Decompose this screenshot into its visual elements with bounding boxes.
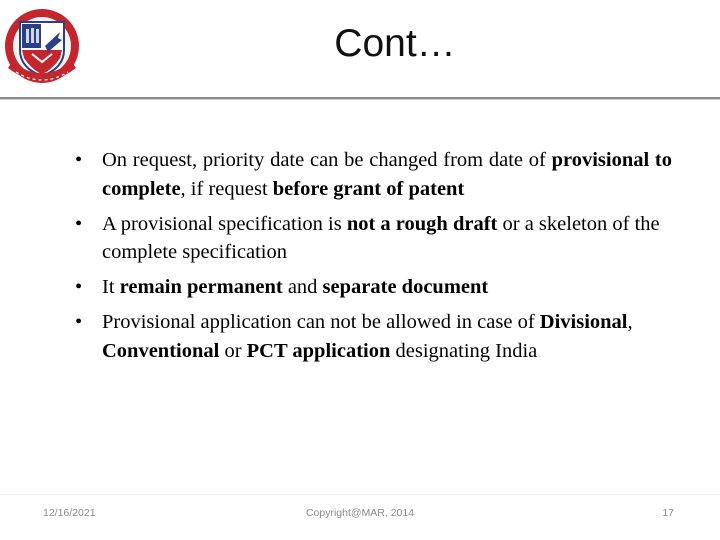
bullet-item — [75, 146, 672, 203]
bullet-marker: • — [75, 149, 83, 171]
bullet-text: and — [282, 276, 323, 298]
bullet-text: , if request — [180, 177, 273, 200]
bullet-text: A provisional specification is — [102, 212, 347, 235]
bullet-emphasis: remain permanent — [119, 276, 283, 298]
bullet-list — [75, 146, 672, 372]
bullet-marker: • — [75, 212, 83, 235]
bullet-text: Provisional application can not be allowed in case of — [102, 311, 540, 333]
bullet-marker: • — [75, 311, 83, 333]
footer-date: 12/16/2021 — [43, 507, 96, 519]
bullet-emphasis: not a rough draft — [346, 212, 498, 235]
bullet-text: It — [102, 276, 120, 298]
bullet-item — [75, 210, 672, 267]
bullet-emphasis: before grant of patent — [272, 177, 465, 200]
footer-copyright: Copyright@MAR, 2014 — [305, 507, 415, 519]
bullet-text: designating India — [390, 339, 538, 362]
bullet-emphasis: provisional to complete — [102, 149, 672, 200]
slide-title: Cont… — [334, 22, 456, 65]
bullet-text: , — [627, 311, 633, 333]
title-divider-shadow — [0, 99, 720, 100]
bullet-item — [75, 273, 672, 302]
bullet-item — [75, 308, 672, 365]
bullet-emphasis: PCT application — [246, 339, 391, 362]
bullet-marker: • — [75, 276, 83, 298]
footer-page-number: 17 — [662, 507, 674, 519]
bullet-emphasis: Conventional — [102, 339, 220, 362]
bullet-emphasis: Divisional — [539, 311, 628, 333]
bullet-text: or a skeleton of the complete specification — [102, 212, 660, 263]
bullet-text: or — [219, 339, 247, 362]
bullet-text: On request, priority date can be changed from date of — [102, 149, 552, 171]
footer-divider — [0, 494, 720, 495]
bullet-emphasis: separate document — [322, 276, 489, 298]
